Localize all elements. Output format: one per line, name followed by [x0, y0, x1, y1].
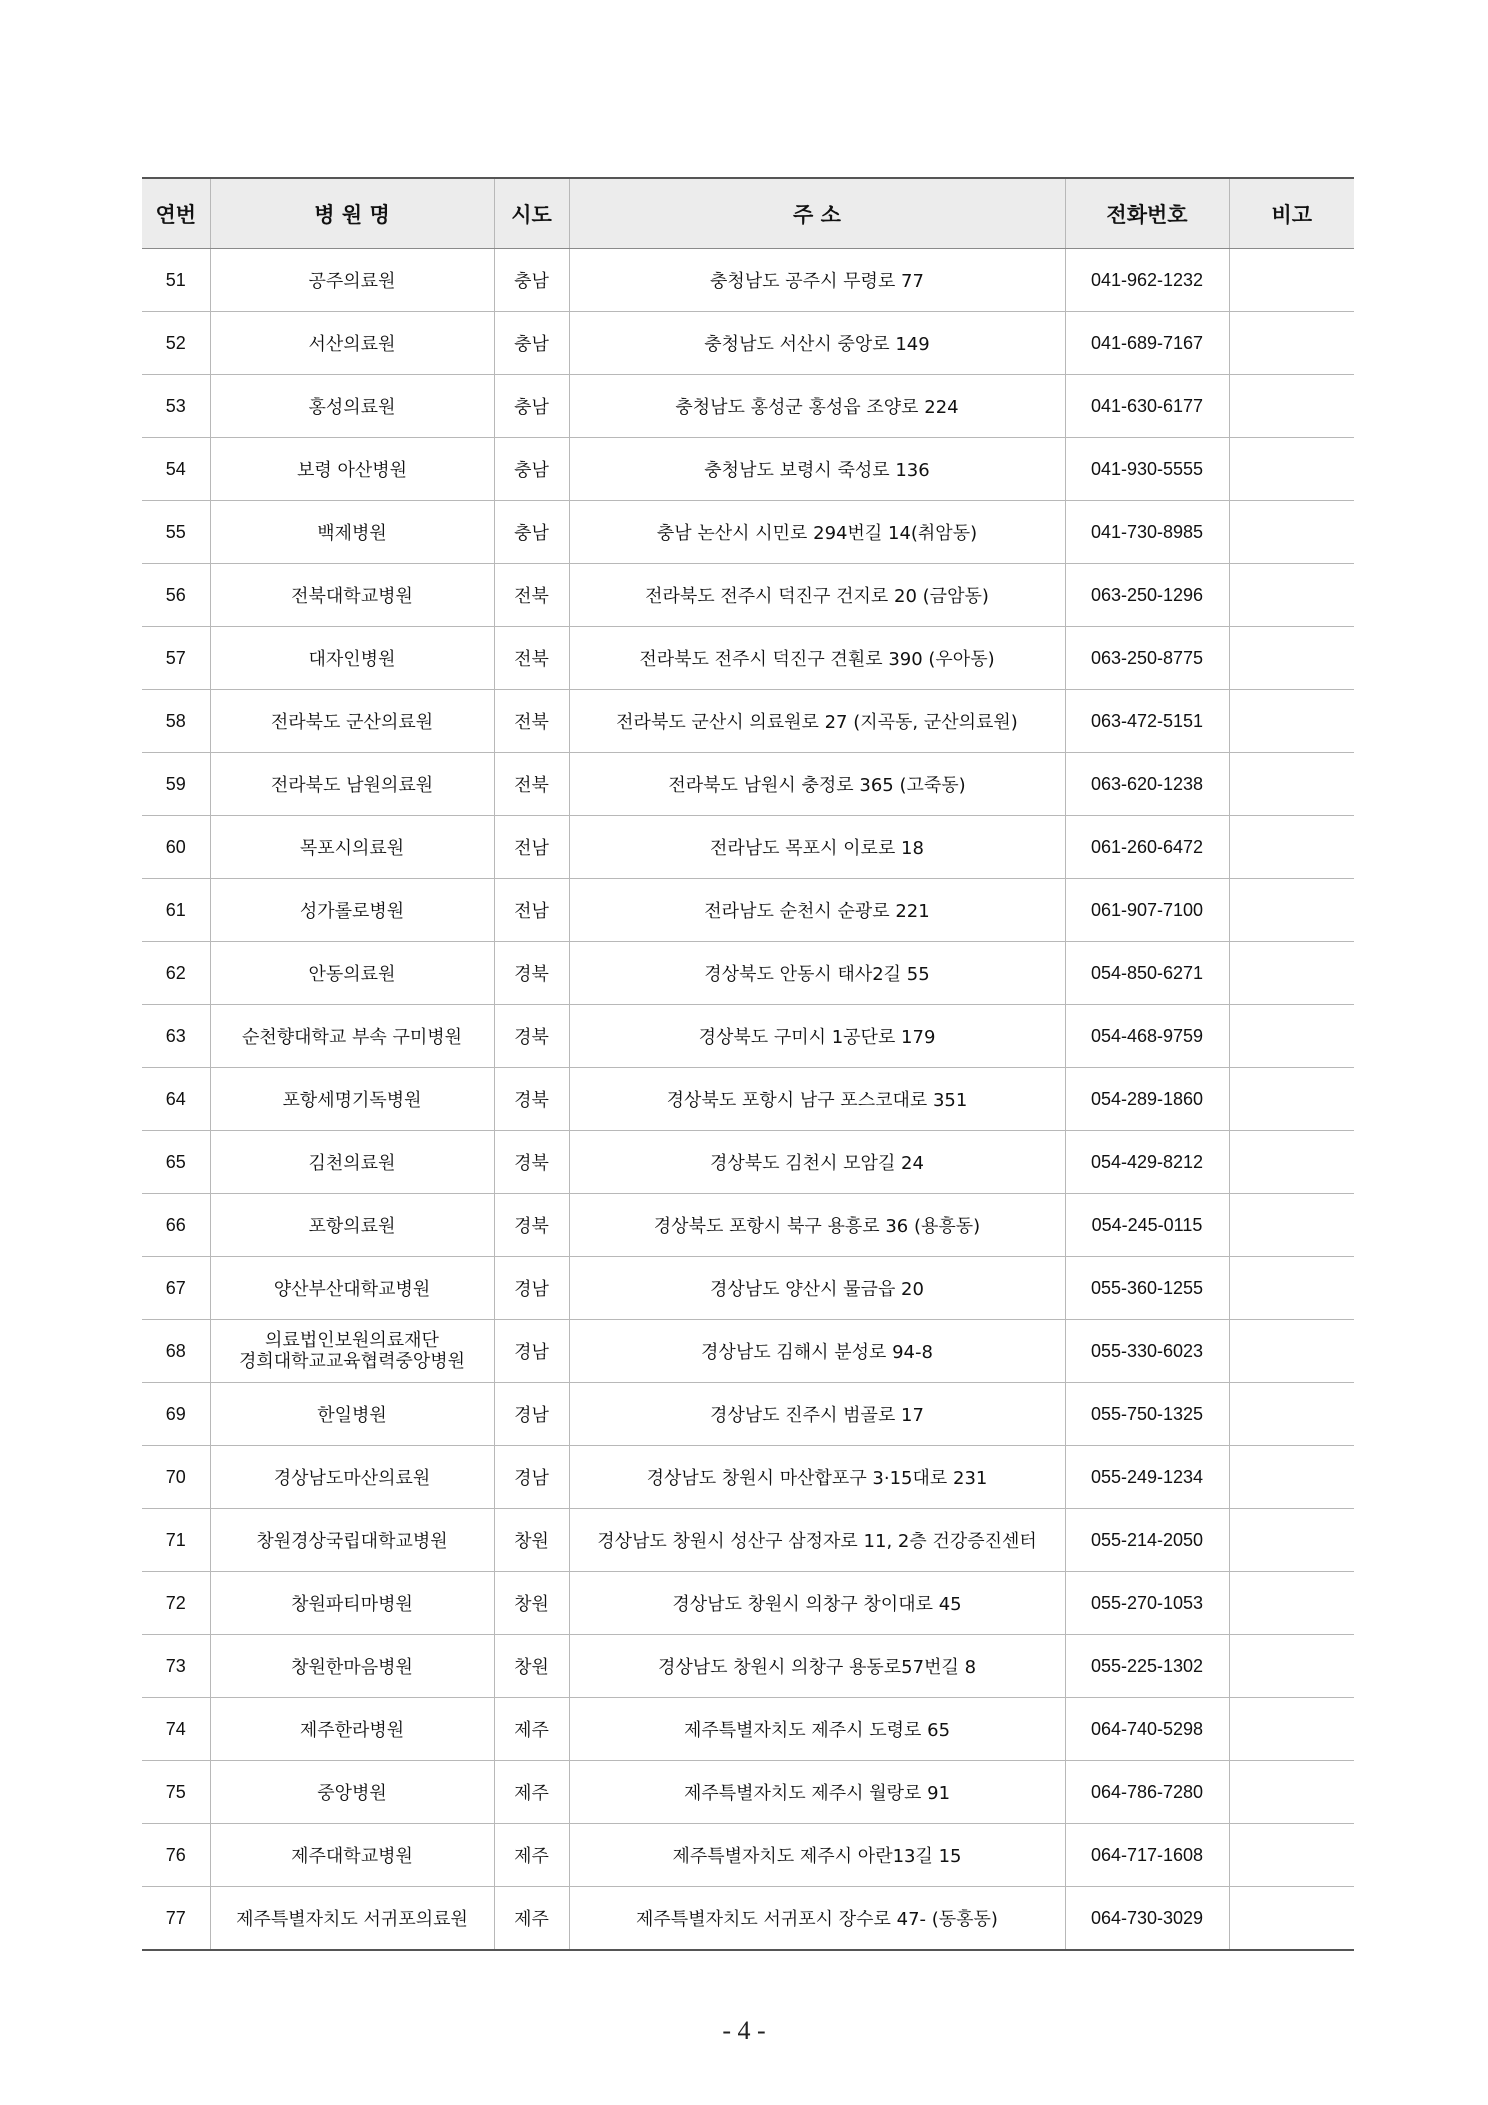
- row-region: 경북: [494, 1194, 569, 1257]
- row-address: 전라북도 전주시 덕진구 건지로 20 (금암동): [569, 564, 1065, 627]
- row-region: 전북: [494, 627, 569, 690]
- row-num: 72: [142, 1572, 210, 1635]
- row-num: 56: [142, 564, 210, 627]
- row-num: 67: [142, 1257, 210, 1320]
- row-phone: 063-250-1296: [1065, 564, 1229, 627]
- row-region: 경남: [494, 1257, 569, 1320]
- row-phone: 041-689-7167: [1065, 312, 1229, 375]
- row-note: [1229, 1824, 1354, 1887]
- row-address: 경상북도 포항시 남구 포스코대로 351: [569, 1068, 1065, 1131]
- row-region: 경북: [494, 1068, 569, 1131]
- row-hospital-name: 보령 아산병원: [210, 438, 494, 501]
- row-hospital-name: 양산부산대학교병원: [210, 1257, 494, 1320]
- row-region: 전북: [494, 690, 569, 753]
- row-region: 전북: [494, 564, 569, 627]
- row-region: 전북: [494, 753, 569, 816]
- row-address: 충청남도 서산시 중앙로 149: [569, 312, 1065, 375]
- table-row: [142, 1698, 1354, 1761]
- table-row: [142, 249, 1354, 312]
- row-note: [1229, 438, 1354, 501]
- row-address: 충청남도 홍성군 홍성읍 조양로 224: [569, 375, 1065, 438]
- row-address: 전라남도 목포시 이로로 18: [569, 816, 1065, 879]
- row-address: 경상북도 김천시 모암길 24: [569, 1131, 1065, 1194]
- row-note: [1229, 753, 1354, 816]
- row-hospital-name: 서산의료원: [210, 312, 494, 375]
- table-row: [142, 1761, 1354, 1824]
- row-phone: 041-962-1232: [1065, 249, 1229, 312]
- row-phone: 055-330-6023: [1065, 1320, 1229, 1383]
- row-address: 전라북도 남원시 충정로 365 (고죽동): [569, 753, 1065, 816]
- row-address: 경상남도 양산시 물금읍 20: [569, 1257, 1065, 1320]
- row-region: 경남: [494, 1320, 569, 1383]
- row-note: [1229, 1383, 1354, 1446]
- row-num: 73: [142, 1635, 210, 1698]
- row-phone: 041-730-8985: [1065, 501, 1229, 564]
- row-hospital-name: 창원한마음병원: [210, 1635, 494, 1698]
- row-phone: 054-850-6271: [1065, 942, 1229, 1005]
- table-row: [142, 1005, 1354, 1068]
- row-hospital-name: 공주의료원: [210, 249, 494, 312]
- row-num: 60: [142, 816, 210, 879]
- table-row: [142, 816, 1354, 879]
- row-note: [1229, 1257, 1354, 1320]
- row-address: 충청남도 공주시 무령로 77: [569, 249, 1065, 312]
- row-phone: 055-270-1053: [1065, 1572, 1229, 1635]
- row-hospital-name: 전라북도 군산의료원: [210, 690, 494, 753]
- row-hospital-name: 중앙병원: [210, 1761, 494, 1824]
- row-note: [1229, 627, 1354, 690]
- row-phone: 055-360-1255: [1065, 1257, 1229, 1320]
- row-note: [1229, 564, 1354, 627]
- row-note: [1229, 375, 1354, 438]
- row-hospital-name-line2: 경희대학교교육협력중앙병원: [238, 1351, 466, 1372]
- row-hospital-name: 한일병원: [210, 1383, 494, 1446]
- row-hospital-name: 제주한라병원: [210, 1698, 494, 1761]
- header-phone: 전화번호: [1065, 178, 1229, 249]
- row-region: 경남: [494, 1383, 569, 1446]
- row-note: [1229, 1635, 1354, 1698]
- row-phone: 055-225-1302: [1065, 1635, 1229, 1698]
- row-note: [1229, 1068, 1354, 1131]
- row-note: [1229, 1005, 1354, 1068]
- header-address: 주 소: [569, 178, 1065, 249]
- row-num: 53: [142, 375, 210, 438]
- row-address: 경상남도 진주시 범골로 17: [569, 1383, 1065, 1446]
- table-row: [142, 1635, 1354, 1698]
- table-row: [142, 1068, 1354, 1131]
- row-num: 59: [142, 753, 210, 816]
- row-region: 창원: [494, 1635, 569, 1698]
- row-hospital-name: [210, 1320, 494, 1383]
- row-address: 경상북도 구미시 1공단로 179: [569, 1005, 1065, 1068]
- table-row: [142, 1320, 1354, 1383]
- row-phone: 041-930-5555: [1065, 438, 1229, 501]
- table-row: [142, 753, 1354, 816]
- page-number: - 4 -: [722, 2016, 766, 2045]
- row-note: [1229, 1446, 1354, 1509]
- row-hospital-name: 성가롤로병원: [210, 879, 494, 942]
- row-hospital-name: 안동의료원: [210, 942, 494, 1005]
- row-hospital-name: 순천향대학교 부속 구미병원: [210, 1005, 494, 1068]
- row-phone: 054-429-8212: [1065, 1131, 1229, 1194]
- row-note: [1229, 1761, 1354, 1824]
- row-note: [1229, 690, 1354, 753]
- row-note: [1229, 1131, 1354, 1194]
- row-note: [1229, 249, 1354, 312]
- row-num: 75: [142, 1761, 210, 1824]
- row-note: [1229, 879, 1354, 942]
- row-hospital-name: 홍성의료원: [210, 375, 494, 438]
- header-row: [142, 178, 1354, 249]
- row-num: 54: [142, 438, 210, 501]
- table-row: [142, 501, 1354, 564]
- table-row: [142, 1383, 1354, 1446]
- row-note: [1229, 1887, 1354, 1951]
- row-phone: 055-249-1234: [1065, 1446, 1229, 1509]
- row-num: 55: [142, 501, 210, 564]
- row-address: 경상남도 창원시 성산구 삼정자로 11, 2층 건강증진센터: [569, 1509, 1065, 1572]
- row-region: 전남: [494, 816, 569, 879]
- row-phone: 054-468-9759: [1065, 1005, 1229, 1068]
- row-phone: 054-289-1860: [1065, 1068, 1229, 1131]
- row-phone: 055-750-1325: [1065, 1383, 1229, 1446]
- table-row: [142, 690, 1354, 753]
- row-note: [1229, 1320, 1354, 1383]
- row-region: 충남: [494, 249, 569, 312]
- row-region: 전남: [494, 879, 569, 942]
- table-row: [142, 375, 1354, 438]
- table-row: [142, 564, 1354, 627]
- row-address: 제주특별자치도 제주시 월랑로 91: [569, 1761, 1065, 1824]
- row-num: 74: [142, 1698, 210, 1761]
- row-region: 충남: [494, 375, 569, 438]
- row-region: 경북: [494, 942, 569, 1005]
- row-address: 경상북도 포항시 북구 용흥로 36 (용흥동): [569, 1194, 1065, 1257]
- row-address: 제주특별자치도 서귀포시 장수로 47- (동홍동): [569, 1887, 1065, 1951]
- table-row: [142, 879, 1354, 942]
- row-hospital-name: 백제병원: [210, 501, 494, 564]
- row-num: 77: [142, 1887, 210, 1951]
- table-row: [142, 1257, 1354, 1320]
- row-region: 제주: [494, 1761, 569, 1824]
- row-num: 68: [142, 1320, 210, 1383]
- row-region: 창원: [494, 1572, 569, 1635]
- row-hospital-name: 창원파티마병원: [210, 1572, 494, 1635]
- row-region: 경북: [494, 1005, 569, 1068]
- row-phone: 063-250-8775: [1065, 627, 1229, 690]
- row-hospital-name: 창원경상국립대학교병원: [210, 1509, 494, 1572]
- row-phone: 064-786-7280: [1065, 1761, 1229, 1824]
- row-hospital-name: 김천의료원: [210, 1131, 494, 1194]
- table-row: [142, 1824, 1354, 1887]
- row-num: 51: [142, 249, 210, 312]
- row-num: 58: [142, 690, 210, 753]
- row-hospital-name: 제주특별자치도 서귀포의료원: [210, 1887, 494, 1951]
- row-address: 경상남도 김해시 분성로 94-8: [569, 1320, 1065, 1383]
- row-num: 69: [142, 1383, 210, 1446]
- row-phone: 063-620-1238: [1065, 753, 1229, 816]
- table-header: [142, 178, 1354, 249]
- row-hospital-name: 전라북도 남원의료원: [210, 753, 494, 816]
- row-phone: 061-907-7100: [1065, 879, 1229, 942]
- row-phone: 054-245-0115: [1065, 1194, 1229, 1257]
- row-hospital-name: 목포시의료원: [210, 816, 494, 879]
- row-note: [1229, 501, 1354, 564]
- row-phone: 064-717-1608: [1065, 1824, 1229, 1887]
- table-row: [142, 1194, 1354, 1257]
- row-phone: 063-472-5151: [1065, 690, 1229, 753]
- row-note: [1229, 816, 1354, 879]
- row-num: 66: [142, 1194, 210, 1257]
- table-row: [142, 1572, 1354, 1635]
- table-row: [142, 312, 1354, 375]
- row-phone: 061-260-6472: [1065, 816, 1229, 879]
- row-region: 충남: [494, 438, 569, 501]
- row-num: 61: [142, 879, 210, 942]
- table-row: [142, 438, 1354, 501]
- hospital-table: [142, 177, 1354, 1951]
- table-row: [142, 1509, 1354, 1572]
- row-num: 63: [142, 1005, 210, 1068]
- row-region: 제주: [494, 1824, 569, 1887]
- row-phone: 064-740-5298: [1065, 1698, 1229, 1761]
- table-row: [142, 942, 1354, 1005]
- header-note: 비고: [1229, 178, 1354, 249]
- row-hospital-name: 전북대학교병원: [210, 564, 494, 627]
- row-note: [1229, 1194, 1354, 1257]
- row-note: [1229, 1509, 1354, 1572]
- row-address: 전라북도 전주시 덕진구 견훤로 390 (우아동): [569, 627, 1065, 690]
- row-hospital-name: 대자인병원: [210, 627, 494, 690]
- row-hospital-name: 포항세명기독병원: [210, 1068, 494, 1131]
- row-hospital-name: 제주대학교병원: [210, 1824, 494, 1887]
- row-region: 제주: [494, 1698, 569, 1761]
- header-region: 시도: [494, 178, 569, 249]
- row-num: 71: [142, 1509, 210, 1572]
- row-region: 창원: [494, 1509, 569, 1572]
- row-address: 충청남도 보령시 죽성로 136: [569, 438, 1065, 501]
- row-address: 전라남도 순천시 순광로 221: [569, 879, 1065, 942]
- row-num: 64: [142, 1068, 210, 1131]
- header-num: 연번: [142, 178, 210, 249]
- row-address: 제주특별자치도 제주시 아란13길 15: [569, 1824, 1065, 1887]
- row-note: [1229, 942, 1354, 1005]
- row-region: 제주: [494, 1887, 569, 1951]
- row-address: 경상북도 안동시 태사2길 55: [569, 942, 1065, 1005]
- row-address: 경상남도 창원시 마산합포구 3·15대로 231: [569, 1446, 1065, 1509]
- row-num: 70: [142, 1446, 210, 1509]
- table-body: [142, 249, 1354, 1951]
- row-phone: 041-630-6177: [1065, 375, 1229, 438]
- row-address: 충남 논산시 시민로 294번길 14(취암동): [569, 501, 1065, 564]
- hospital-table-container: [142, 177, 1354, 1951]
- row-hospital-name: 경상남도마산의료원: [210, 1446, 494, 1509]
- row-region: 충남: [494, 501, 569, 564]
- row-note: [1229, 312, 1354, 375]
- row-note: [1229, 1572, 1354, 1635]
- row-region: 경북: [494, 1131, 569, 1194]
- table-row: [142, 627, 1354, 690]
- row-hospital-name-line1: 의료법인보원의료재단: [265, 1330, 439, 1351]
- row-num: 62: [142, 942, 210, 1005]
- row-num: 57: [142, 627, 210, 690]
- row-num: 76: [142, 1824, 210, 1887]
- table-row: [142, 1887, 1354, 1951]
- row-region: 경남: [494, 1446, 569, 1509]
- row-address: 경상남도 창원시 의창구 창이대로 45: [569, 1572, 1065, 1635]
- header-name: 병 원 명: [210, 178, 494, 249]
- row-phone: 064-730-3029: [1065, 1887, 1229, 1951]
- row-region: 충남: [494, 312, 569, 375]
- row-num: 65: [142, 1131, 210, 1194]
- row-num: 52: [142, 312, 210, 375]
- row-address: 경상남도 창원시 의창구 용동로57번길 8: [569, 1635, 1065, 1698]
- row-phone: 055-214-2050: [1065, 1509, 1229, 1572]
- row-address: 전라북도 군산시 의료원로 27 (지곡동, 군산의료원): [569, 690, 1065, 753]
- row-hospital-name: 포항의료원: [210, 1194, 494, 1257]
- row-address: 제주특별자치도 제주시 도령로 65: [569, 1698, 1065, 1761]
- table-row: [142, 1446, 1354, 1509]
- table-row: [142, 1131, 1354, 1194]
- row-note: [1229, 1698, 1354, 1761]
